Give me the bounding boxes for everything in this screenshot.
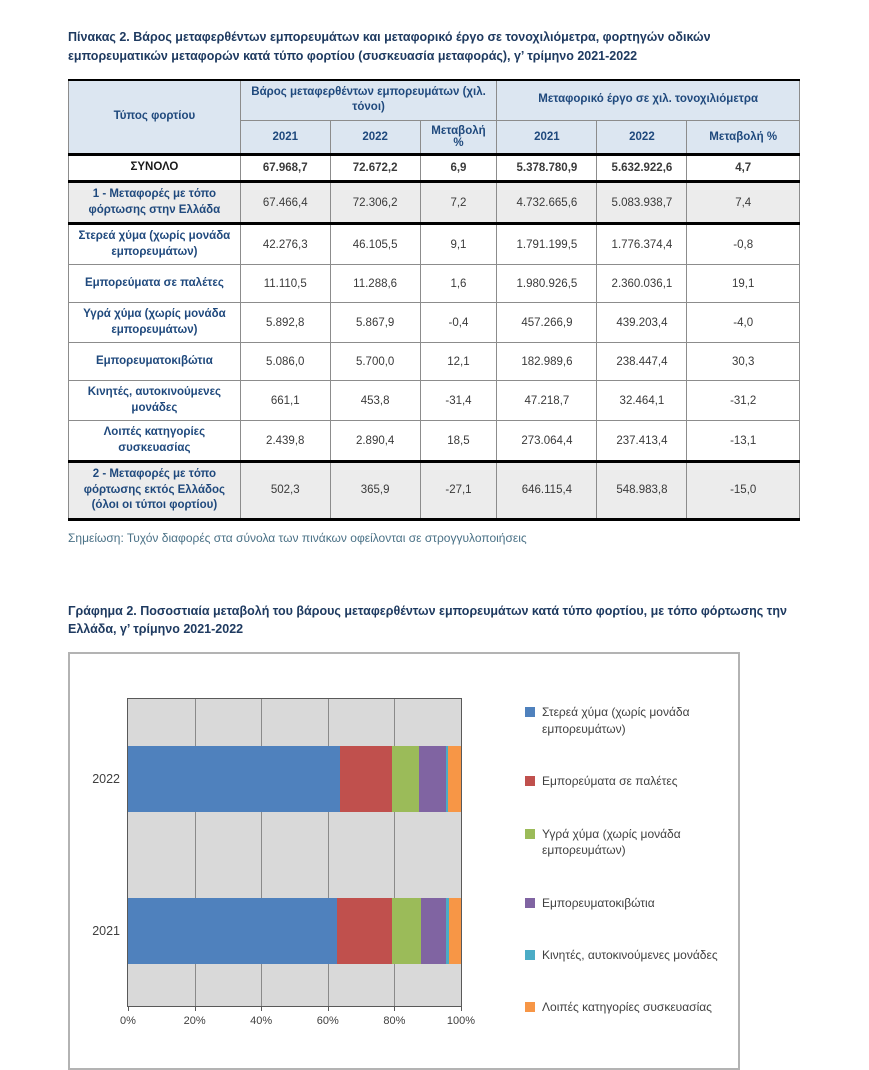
bar-segment: [448, 746, 461, 812]
table-row: [69, 303, 800, 343]
cell-value: 18,5: [420, 421, 497, 462]
bar-segment: [340, 746, 392, 812]
bar-2021: [128, 898, 461, 964]
cell-value: 19,1: [687, 265, 800, 303]
cell-value: 5.632.922,6: [597, 155, 687, 182]
x-tick-mark: [328, 1006, 329, 1011]
legend-item: [525, 895, 740, 912]
cell-value: -27,1: [420, 462, 497, 520]
x-tick-label: 100%: [446, 1015, 476, 1028]
cell-value: 1.776.374,4: [597, 224, 687, 265]
cell-value: 273.064,4: [497, 421, 597, 462]
cell-value: 2.439,8: [240, 421, 330, 462]
legend-swatch: [525, 776, 535, 786]
cell-value: 4,7: [687, 155, 800, 182]
legend-label: Εμπορεύματα σε παλέτες: [542, 774, 678, 789]
table-header: [69, 80, 800, 155]
legend-item: [525, 704, 740, 738]
cell-value: 30,3: [687, 343, 800, 381]
chart-plot-area: [92, 698, 476, 1028]
cell-value: -13,1: [687, 421, 800, 462]
bar-segment: [392, 746, 419, 812]
bar-2022: [128, 746, 461, 812]
cell-value: 4.732.665,6: [497, 182, 597, 224]
cell-value: 6,9: [420, 155, 497, 182]
bar-segment: [421, 898, 446, 964]
table-note: Σημείωση: Τυχόν διαφορές στα σύνολα των πινάκων οφείλονται σε στρογγυλοποιήσεις: [68, 530, 527, 545]
cell-value: 1.980.926,5: [497, 265, 597, 303]
cell-value: 42.276,3: [240, 224, 330, 265]
cell-value: 439.203,4: [597, 303, 687, 343]
subheader-change-weight: Μεταβολή %: [420, 121, 497, 155]
legend-swatch: [525, 1002, 535, 1012]
x-tick-mark: [128, 1006, 129, 1011]
legend-label: Στερεά χύμα (χωρίς μονάδα εμπορευμάτων): [542, 705, 690, 736]
x-tick-label: 20%: [183, 1015, 206, 1028]
x-tick-label: 60%: [316, 1015, 339, 1028]
cell-value: -4,0: [687, 303, 800, 343]
cell-value: 238.447,4: [597, 343, 687, 381]
cell-value: 1.791.199,5: [497, 224, 597, 265]
cell-value: 11.110,5: [240, 265, 330, 303]
cell-value: 502,3: [240, 462, 330, 520]
cell-value: 548.983,8: [597, 462, 687, 520]
y-axis-label: 2021: [92, 924, 120, 939]
table-row: [69, 381, 800, 421]
chart-legend: [525, 704, 740, 1016]
stacked-bar-chart: [68, 652, 740, 1070]
legend-swatch: [525, 898, 535, 908]
legend-item: [525, 826, 740, 860]
cell-value: 5.083.938,7: [597, 182, 687, 224]
cell-value: -0,4: [420, 303, 497, 343]
row-label: Κινητές, αυτοκινούμενες μονάδες: [69, 381, 241, 421]
row-label: Υγρά χύμα (χωρίς μονάδα εμπορευμάτων): [69, 303, 241, 343]
subheader-change-tkm: Μεταβολή %: [687, 121, 800, 155]
subheader-2022-weight: 2022: [330, 121, 420, 155]
table-row: [69, 155, 800, 182]
legend-label: Κινητές, αυτοκινούμενες μονάδες: [542, 948, 718, 963]
legend-label: Υγρά χύμα (χωρίς μονάδα εμπορευμάτων): [542, 826, 681, 858]
cell-value: 9,1: [420, 224, 497, 265]
cell-value: 5.867,9: [330, 303, 420, 343]
legend-label: Εμπορευματοκιβώτια: [542, 895, 655, 910]
table-row: [69, 224, 800, 265]
legend-swatch: [525, 950, 535, 960]
cell-value: 32.464,1: [597, 381, 687, 421]
x-tick-label: 40%: [250, 1015, 273, 1028]
bar-segment: [337, 898, 392, 964]
cell-value: 457.266,9: [497, 303, 597, 343]
cell-value: 7,2: [420, 182, 497, 224]
x-tick-mark: [195, 1006, 196, 1011]
cell-value: 1,6: [420, 265, 497, 303]
legend-item: [525, 999, 740, 1016]
corner-header: Τύπος φορτίου: [69, 80, 241, 155]
chart-title: Γράφημα 2. Ποσοστιαία μεταβολή του βάρους μεταφερθέντων εμπορευμάτων κατά τύπο φορτίου, με τόπο φόρτωσης την Ελλάδα, γ’ τρίμηνο 2021-2022: [68, 603, 787, 637]
cell-value: 5.892,8: [240, 303, 330, 343]
table-row: [69, 182, 800, 224]
legend-swatch: [525, 707, 535, 717]
cell-value: 67.466,4: [240, 182, 330, 224]
table-body: [69, 155, 800, 520]
cell-value: 12,1: [420, 343, 497, 381]
cell-value: 453,8: [330, 381, 420, 421]
x-tick-label: 0%: [120, 1015, 136, 1028]
cell-value: 72.672,2: [330, 155, 420, 182]
cell-value: 7,4: [687, 182, 800, 224]
cell-value: 646.115,4: [497, 462, 597, 520]
table-row: [69, 421, 800, 462]
table-row: [69, 265, 800, 303]
bar-segment: [419, 746, 445, 812]
subheader-2021-weight: 2021: [240, 121, 330, 155]
cell-value: 2.890,4: [330, 421, 420, 462]
cell-value: 661,1: [240, 381, 330, 421]
cell-value: 46.105,5: [330, 224, 420, 265]
cell-value: -0,8: [687, 224, 800, 265]
bar-segment: [128, 898, 337, 964]
x-tick-mark: [394, 1006, 395, 1011]
cell-value: -31,2: [687, 381, 800, 421]
cell-value: 365,9: [330, 462, 420, 520]
bar-segment: [128, 746, 340, 812]
x-tick-label: 80%: [383, 1015, 406, 1028]
cell-value: 5.378.780,9: [497, 155, 597, 182]
cell-value: 237.413,4: [597, 421, 687, 462]
legend-item: [525, 773, 740, 790]
x-tick-mark: [461, 1006, 462, 1011]
cell-value: -31,4: [420, 381, 497, 421]
freight-table: [68, 79, 800, 521]
table-row: [69, 462, 800, 520]
cell-value: 11.288,6: [330, 265, 420, 303]
row-label: 2 - Μεταφορές με τόπο φόρτωσης εκτός Ελλάδος (όλοι οι τύποι φορτίου): [69, 462, 241, 520]
legend-item: [525, 947, 740, 964]
cell-value: 67.968,7: [240, 155, 330, 182]
cell-value: 47.218,7: [497, 381, 597, 421]
table-title: Πίνακας 2. Βάρος μεταφερθέντων εμπορευμάτων και μεταφορικό έργο σε τονοχιλιόμετρα, φορτηγών οδικών εμπορευματικών μεταφορών κατά τύπο φορτίου (συσκευασία μεταφοράς), γ’ τρίμηνο 2021-2022: [68, 30, 711, 63]
bar-segment: [392, 898, 421, 964]
cell-value: 5.086,0: [240, 343, 330, 381]
group-header-weight: Βάρος μεταφερθέντων εμπορευμάτων (χιλ. τόνοι): [240, 80, 497, 121]
y-axis-label: 2022: [92, 772, 120, 787]
row-label: 1 - Μεταφορές με τόπο φόρτωσης στην Ελλάδα: [69, 182, 241, 224]
row-label: Εμπορευματοκιβώτια: [69, 343, 241, 381]
cell-value: 72.306,2: [330, 182, 420, 224]
bar-segment: [449, 898, 461, 964]
x-tick-mark: [261, 1006, 262, 1011]
cell-value: 182.989,6: [497, 343, 597, 381]
subheader-2021-tkm: 2021: [497, 121, 597, 155]
table-row: [69, 343, 800, 381]
row-label: Λοιπές κατηγορίες συσκευασίας: [69, 421, 241, 462]
subheader-2022-tkm: 2022: [597, 121, 687, 155]
group-header-tonne-km: Μεταφορικό έργο σε χιλ. τονοχιλιόμετρα: [497, 80, 800, 121]
cell-value: -15,0: [687, 462, 800, 520]
cell-value: 2.360.036,1: [597, 265, 687, 303]
legend-label: Λοιπές κατηγορίες συσκευασίας: [542, 1000, 712, 1015]
cell-value: 5.700,0: [330, 343, 420, 381]
row-label: ΣΥΝΟΛΟ: [69, 155, 241, 182]
legend-swatch: [525, 829, 535, 839]
row-label: Στερεά χύμα (χωρίς μονάδα εμπορευμάτων): [69, 224, 241, 265]
row-label: Εμπορεύματα σε παλέτες: [69, 265, 241, 303]
